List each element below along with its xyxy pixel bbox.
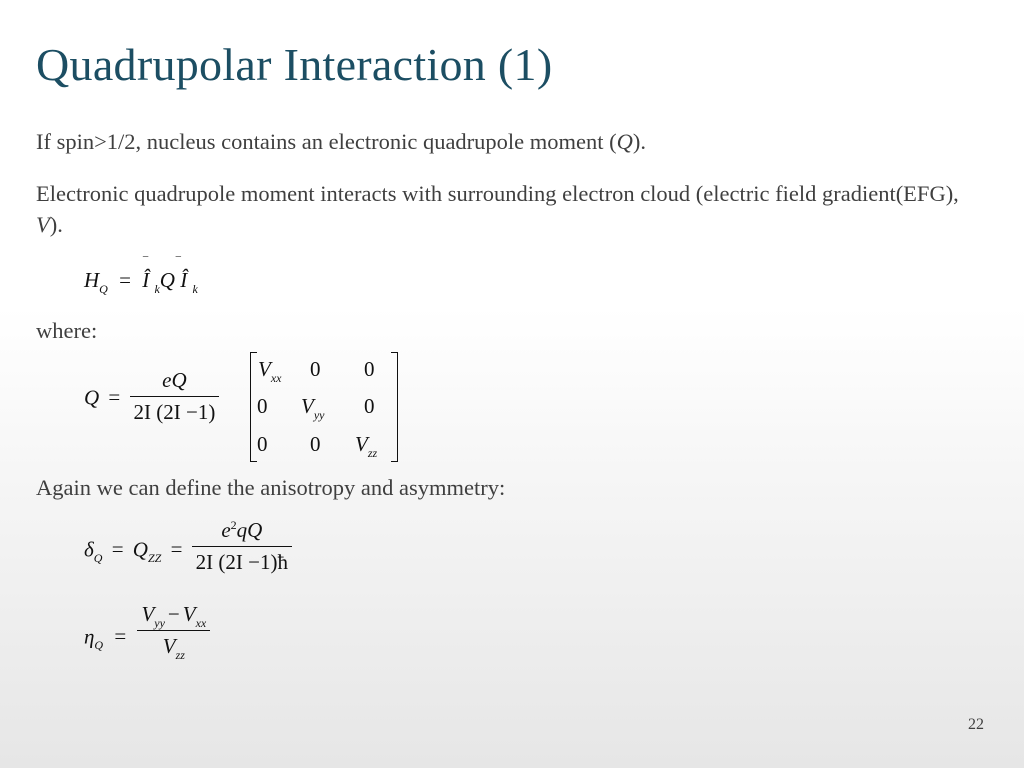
hamiltonian-equation: [84, 256, 198, 296]
equals-sign: =: [170, 537, 183, 562]
q-definition-equation: [84, 368, 219, 425]
eta-subscript: Q: [94, 638, 104, 653]
vector-bar: ‾: [175, 256, 181, 271]
k-subscript: k: [154, 282, 160, 296]
v-symbol: V: [36, 212, 50, 237]
h-subscript: Q: [99, 282, 108, 296]
equals-sign: =: [114, 624, 127, 649]
delta-denominator: 2I (2I −1)ħ: [192, 546, 292, 575]
q-fraction: [130, 368, 220, 425]
matrix-cell: 0: [257, 432, 268, 456]
eta-fraction: [137, 602, 210, 662]
qzz-symbol: Q: [132, 537, 148, 562]
spin-text: If spin>1/2, nucleus contains an electronic quadrupole moment (: [36, 129, 617, 154]
matrix-cell-vxx: $V_{xx}$: [258, 357, 282, 385]
spin-statement: [36, 126, 986, 157]
delta-numerator: $e^2qQ$: [221, 518, 263, 542]
vector-bar: ‾: [143, 256, 148, 271]
q-tensor: Q: [159, 268, 175, 292]
matrix-cell-vzz: $V_{zz}$: [355, 432, 378, 460]
anisotropy-equation: [84, 518, 292, 575]
where-label: where:: [36, 318, 98, 343]
efg-statement: [36, 178, 986, 240]
equals-sign: =: [108, 385, 121, 410]
equals-sign: =: [111, 537, 124, 562]
eta-symbol: η: [84, 624, 95, 649]
q-symbol: Q: [616, 129, 633, 154]
efg-matrix: [250, 352, 398, 462]
eta-numerator: $V_{yy} - V_{xx}$: [141, 602, 207, 630]
matrix-cell: 0: [257, 394, 268, 418]
equals-sign: =: [119, 268, 131, 292]
q-numerator: eQ: [162, 368, 187, 392]
efg-text-end: ).: [49, 212, 63, 237]
matrix-cell: 0: [310, 357, 321, 381]
h-symbol: H: [84, 268, 100, 292]
q-denominator: 2I (2I −1): [130, 396, 220, 425]
qzz-subscript: ZZ: [147, 551, 162, 566]
k-subscript: k: [192, 282, 198, 296]
eta-denominator: $V_{zz}$: [137, 630, 210, 659]
matrix-cell-vyy: $V_{yy}$: [301, 394, 325, 422]
page-number: 22: [968, 716, 984, 733]
asymmetry-equation: [84, 602, 210, 662]
slide-title: Quadrupolar Interaction (1): [36, 39, 553, 90]
matrix-cell: 0: [310, 432, 321, 456]
delta-subscript: Q: [93, 551, 103, 566]
matrix-cell: 0: [364, 357, 375, 381]
i-operator: Î: [180, 268, 188, 292]
i-operator: Î: [142, 268, 150, 292]
matrix-cell: 0: [364, 394, 375, 418]
q-symbol: Q: [84, 385, 100, 410]
delta-fraction: [192, 518, 292, 575]
anisotropy-statement: Again we can define the anisotropy and asymmetry:: [36, 475, 506, 500]
efg-text: Electronic quadrupole moment interacts with surrounding electron cloud (electric field gradient(EFG),: [36, 181, 959, 206]
delta-symbol: δ: [84, 537, 94, 562]
spin-text-end: ).: [632, 129, 647, 154]
